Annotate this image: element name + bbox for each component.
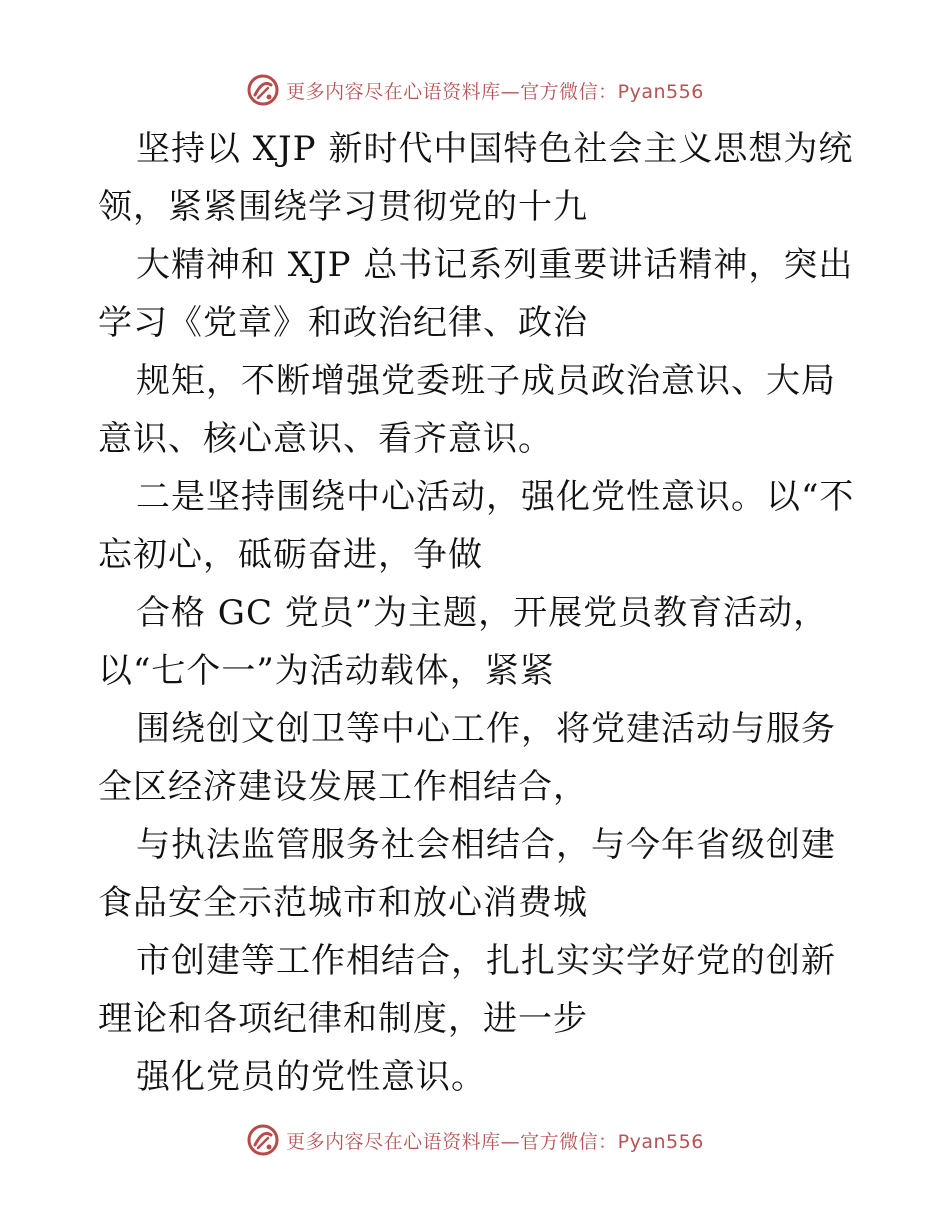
paragraph: 与执法监管服务社会相结合，与今年省级创建食品安全示范城市和放心消费城 (98, 825, 836, 923)
header-watermark (0, 72, 950, 108)
red-seal-logo-icon (246, 1123, 280, 1157)
paragraph: 围绕创文创卫等中心工作，将党建活动与服务全区经济建设发展工作相结合， (98, 709, 836, 807)
paragraph: 市创建等工作相结合，扎扎实实学好党的创新理论和各项纪律和制度，进一步 (98, 941, 836, 1039)
watermark-text: 更多内容尽在心语资料库—官方微信：Pyan556 (286, 1130, 704, 1153)
document-body (98, 120, 868, 1106)
paragraph: 二是坚持围绕中心活动，强化党性意识。以“不忘初心，砥砺奋进，争做 (98, 477, 855, 575)
paragraph: 强化党员的党性意识。 (136, 1057, 486, 1097)
watermark-text: 更多内容尽在心语资料库—官方微信：Pyan556 (286, 80, 704, 103)
paragraph: 大精神和 XJP 总书记系列重要讲话精神，突出学习《党章》和政治纪律、政治 (98, 245, 854, 343)
paragraph: 坚持以 XJP 新时代中国特色社会主义思想为统领，紧紧围绕学习贯彻党的十九 (98, 129, 854, 227)
paragraph: 合格 GC 党员”为主题，开展党员教育活动，以“七个一”为活动载体，紧紧 (98, 593, 829, 691)
red-seal-logo-icon (246, 73, 280, 107)
paragraph: 规矩，不断增强党委班子成员政治意识、大局意识、核心意识、看齐意识。 (98, 361, 836, 459)
footer-watermark (0, 1122, 950, 1158)
